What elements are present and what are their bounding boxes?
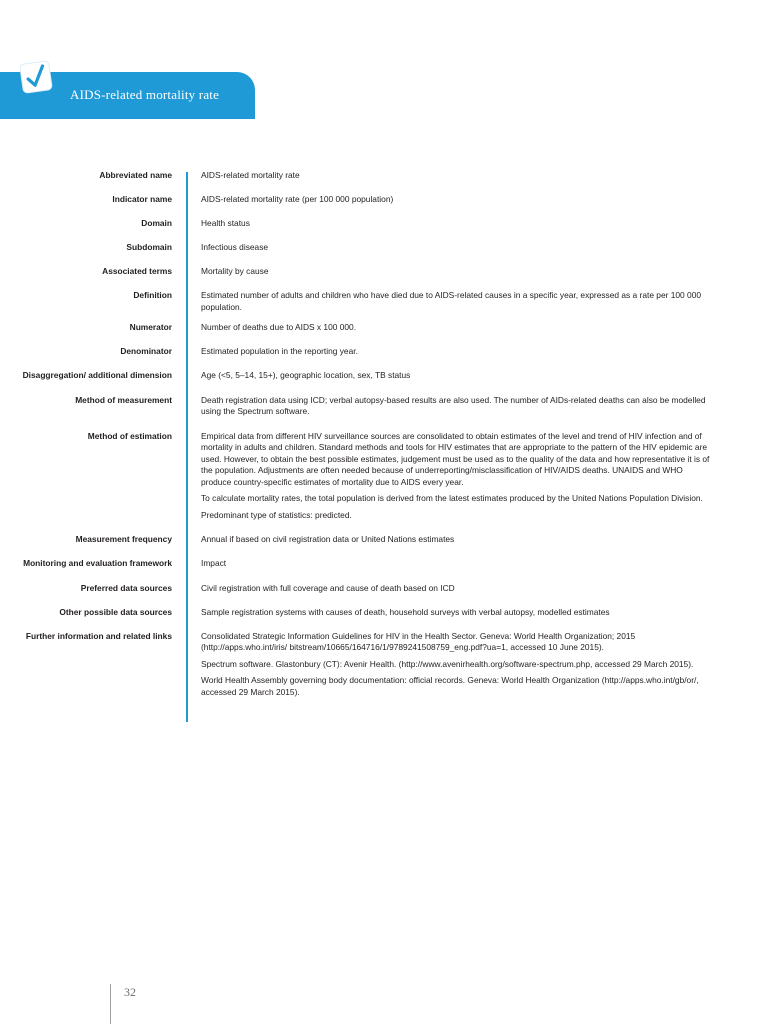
row-method-of-measurement [0,395,770,418]
row-label: Subdomain [126,242,172,252]
row-numerator [0,322,770,337]
value-text: Predominant type of statistics: predicted. [201,509,352,520]
row-label: Measurement frequency [75,534,172,544]
row-measurement-frequency [0,534,770,549]
footer-rule [110,984,111,1024]
row-value [201,534,711,549]
indicator-table [0,170,770,707]
row-value [201,346,711,361]
row-subdomain [0,242,770,257]
row-label: Other possible data sources [59,606,172,617]
value-text: Spectrum software. Glastonbury (CT): Avenir Health. (http://www.avenirhealth.org/software-spectrum.php, accessed 29 March 2015). [201,658,694,669]
value-text: To calculate mortality rates, the total population is derived from the latest estimates produced by the United Nations Population Division. [201,493,703,503]
value-text: AIDS-related mortality rate (per 100 000 population) [201,194,394,204]
row-label: Denominator [120,346,172,356]
row-label: Abbreviated name [99,170,172,180]
row-indicator-name [0,194,770,209]
row-definition [0,290,770,313]
row-preferred-data-sources [0,583,770,598]
row-label: Domain [141,218,172,228]
page-title: AIDS-related mortality rate [70,87,220,102]
row-value [201,194,711,209]
row-value [201,266,711,281]
row-label: Numerator [129,322,172,332]
value-text: Impact [201,558,227,568]
row-label: Further information and related links [25,630,172,641]
row-other-data-sources [0,607,770,622]
row-value [201,218,711,233]
row-value [201,370,711,382]
value-text: AIDS-related mortality rate [201,170,300,180]
value-text: Mortality by cause [201,266,269,276]
row-label: Method of estimation [87,430,172,441]
value-text: Civil registration with full coverage and cause of death based on ICD [201,582,455,593]
row-denominator [0,346,770,361]
row-value [201,607,711,622]
row-value [201,583,711,598]
checkmark-icon [20,61,52,93]
page-number: 32 [124,985,136,999]
row-value [201,322,711,337]
row-label: Monitoring and evaluation framework [23,558,172,568]
row-monitoring-framework [0,558,770,570]
value-text: Infectious disease [201,242,269,252]
row-further-information [0,631,770,699]
row-label: Disaggregation/ additional dimension [22,370,172,380]
row-disaggregation [0,370,770,382]
value-text: Number of deaths due to AIDS x 100 000. [201,322,357,332]
row-associated-terms [0,266,770,281]
row-value [201,290,711,313]
value-text: Estimated number of adults and children who have died due to AIDS-related causes in a specific year, expressed as a rate per 100 000 population. [201,290,702,312]
value-text: Empirical data from different HIV surveillance sources are consolidated to obtain estimates of the level and trend of HIV infection and of mortality in adults and children. Standard methods and tools for HIV estimates that are appropriate to the pattern of the HIV epidemic are used. However, to obtain the best possible estimates, judgement must be used as to the quality of the data and how representative it is of the population. Adjustments are often needed because of underreporting/misclassification of HIV/AIDS deaths. UNAIDS and WHO produce country-specific estimates of mortality due to AIDS every year. [201,430,710,487]
row-label: Definition [133,290,172,300]
row-label: Method of measurement [75,394,172,405]
row-value [201,395,711,418]
row-value [201,558,711,570]
value-text: World Health Assembly governing body documentation: official records. Geneva: World Health Organization (http://apps.who.int/gb/or/, accessed 29 March 2015). [201,675,699,697]
value-text: Annual if based on civil registration data or United Nations estimates [201,534,455,544]
row-domain [0,218,770,233]
row-abbreviated-name [0,170,770,185]
row-label: Indicator name [112,194,172,204]
row-label: Associated terms [102,266,172,276]
row-value [201,631,711,699]
value-text: Sample registration systems with causes of death, household surveys with verbal autopsy, modelled estimates [201,606,610,617]
value-text: Age (<5, 5–14, 15+), geographic location, sex, TB status [201,370,411,380]
row-label: Preferred data sources [80,582,172,593]
value-text: Death registration data using ICD; verbal autopsy-based results are also used. The number of AIDs-related deaths can also be modelled using the Spectrum software. [201,394,706,416]
row-value [201,242,711,257]
row-value [201,431,711,522]
row-method-of-estimation [0,431,770,522]
value-text: Estimated population in the reporting year. [201,346,358,356]
value-text: Health status [201,218,250,228]
row-value [201,170,711,185]
value-text: Consolidated Strategic Information Guidelines for HIV in the Health Sector. Geneva: World Health Organization; 2015 (http://apps.who.int/iris/ bitstream/10665/164716/1/9789241508759_eng.pdf?ua=1, accessed 10 June 2015). [201,630,636,652]
